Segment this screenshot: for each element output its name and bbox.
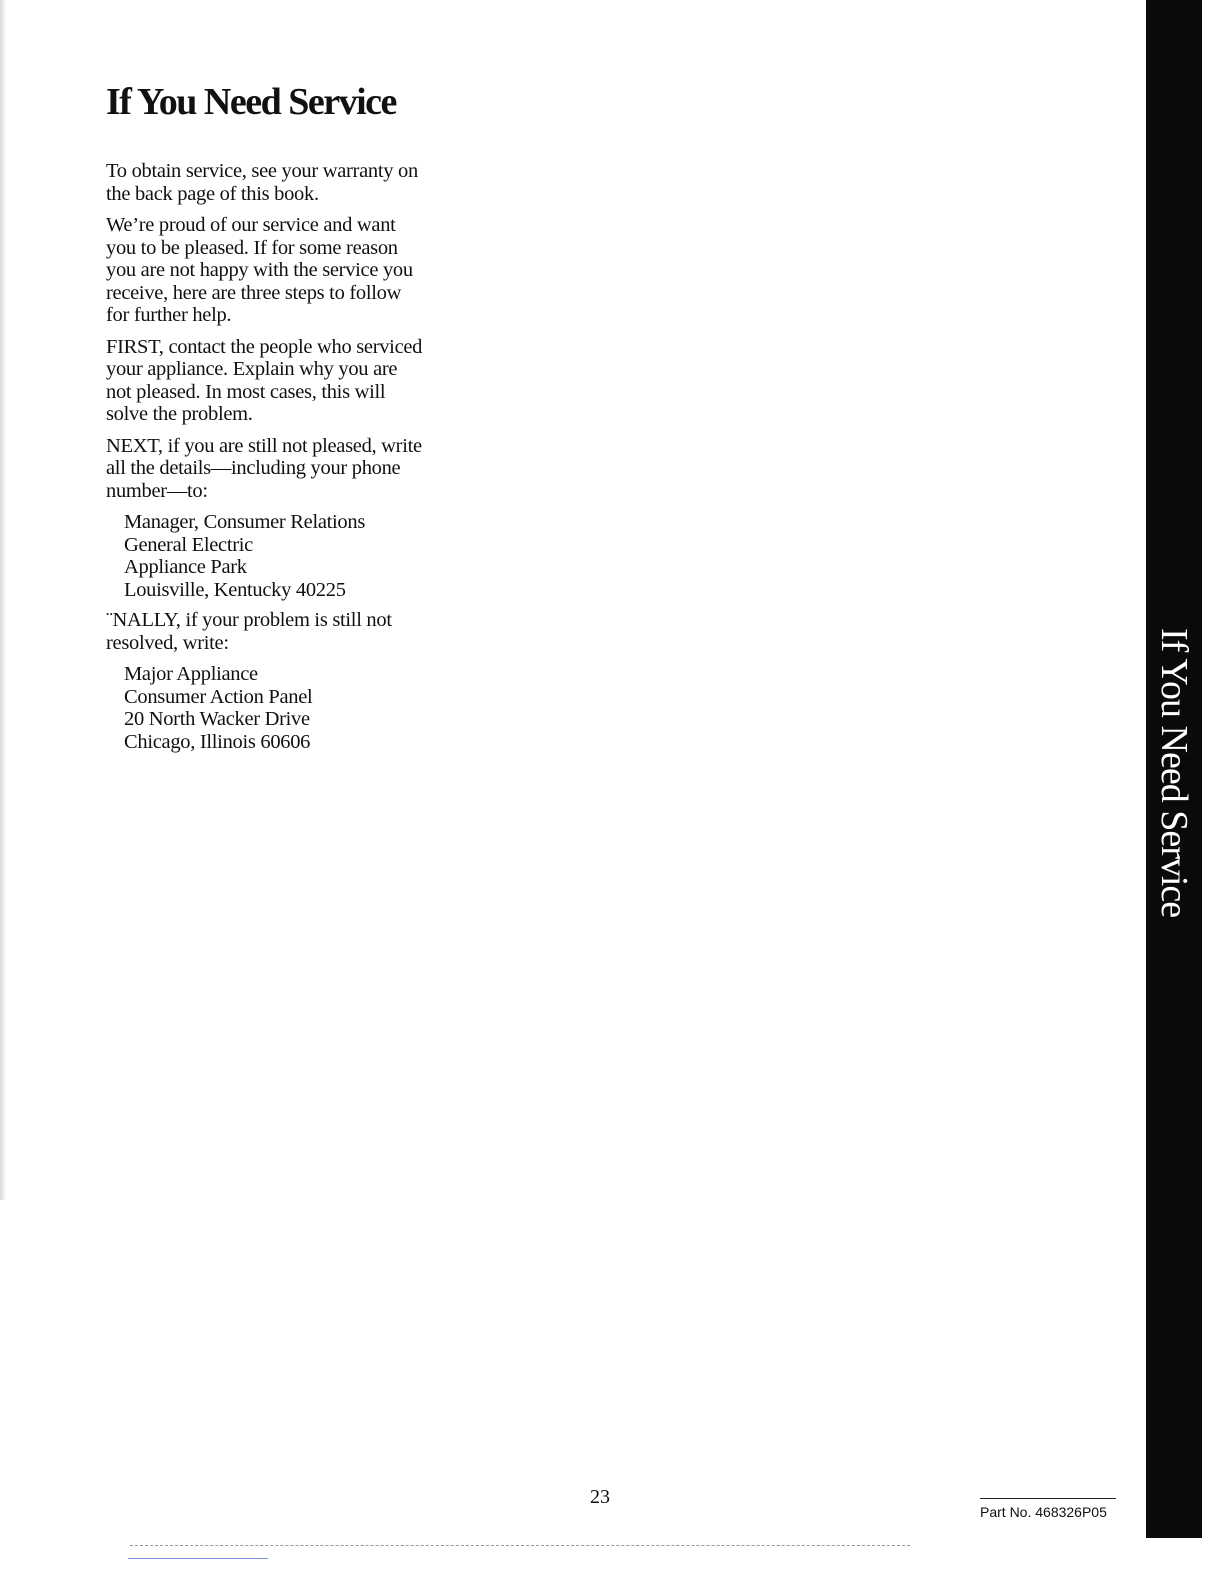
- address-line: Consumer Action Panel: [124, 685, 313, 708]
- service-instructions: [106, 160, 426, 761]
- address-line: General Electric: [124, 533, 253, 556]
- address-consumer-action-panel: [124, 663, 426, 753]
- address-consumer-relations: [124, 511, 426, 601]
- paragraph-first: FIRST, contact the people who serviced your appliance. Explain why you are not pleased. In most cases, this will solve the problem.: [106, 335, 423, 425]
- part-number: Part No. 468326P05: [980, 1504, 1107, 1520]
- binding-edge: [0, 0, 6, 1200]
- address-line: Major Appliance: [124, 663, 258, 685]
- address-line: 20 North Wacker Drive: [124, 708, 310, 730]
- paragraph-next: NEXT, if you are still not pleased, write all the details—including your phone number—to:: [106, 434, 422, 502]
- paragraph-finally: ¨NALLY, if your problem is still not resolved, write:: [106, 609, 392, 654]
- address-line: Chicago, Illinois 60606: [124, 730, 311, 753]
- part-number-rule: [980, 1498, 1116, 1499]
- address-line: Louisville, Kentucky 40225: [124, 578, 346, 601]
- page-title: If You Need Service: [106, 81, 396, 123]
- section-tab-label: If You Need Service: [1153, 627, 1195, 918]
- footer-divider: [130, 1545, 910, 1546]
- paragraph-proud: We’re proud of our service and want you to be pleased. If for some reason you are not happy with the service you receive, here are three steps to follow for further help.: [106, 214, 413, 326]
- address-line: Appliance Park: [124, 556, 247, 578]
- footer-accent-line: [128, 1558, 268, 1559]
- address-line: Manager, Consumer Relations: [124, 511, 366, 533]
- page-number: 23: [590, 1486, 610, 1508]
- paragraph-warranty: To obtain service, see your warranty on the back page of this book.: [106, 160, 418, 205]
